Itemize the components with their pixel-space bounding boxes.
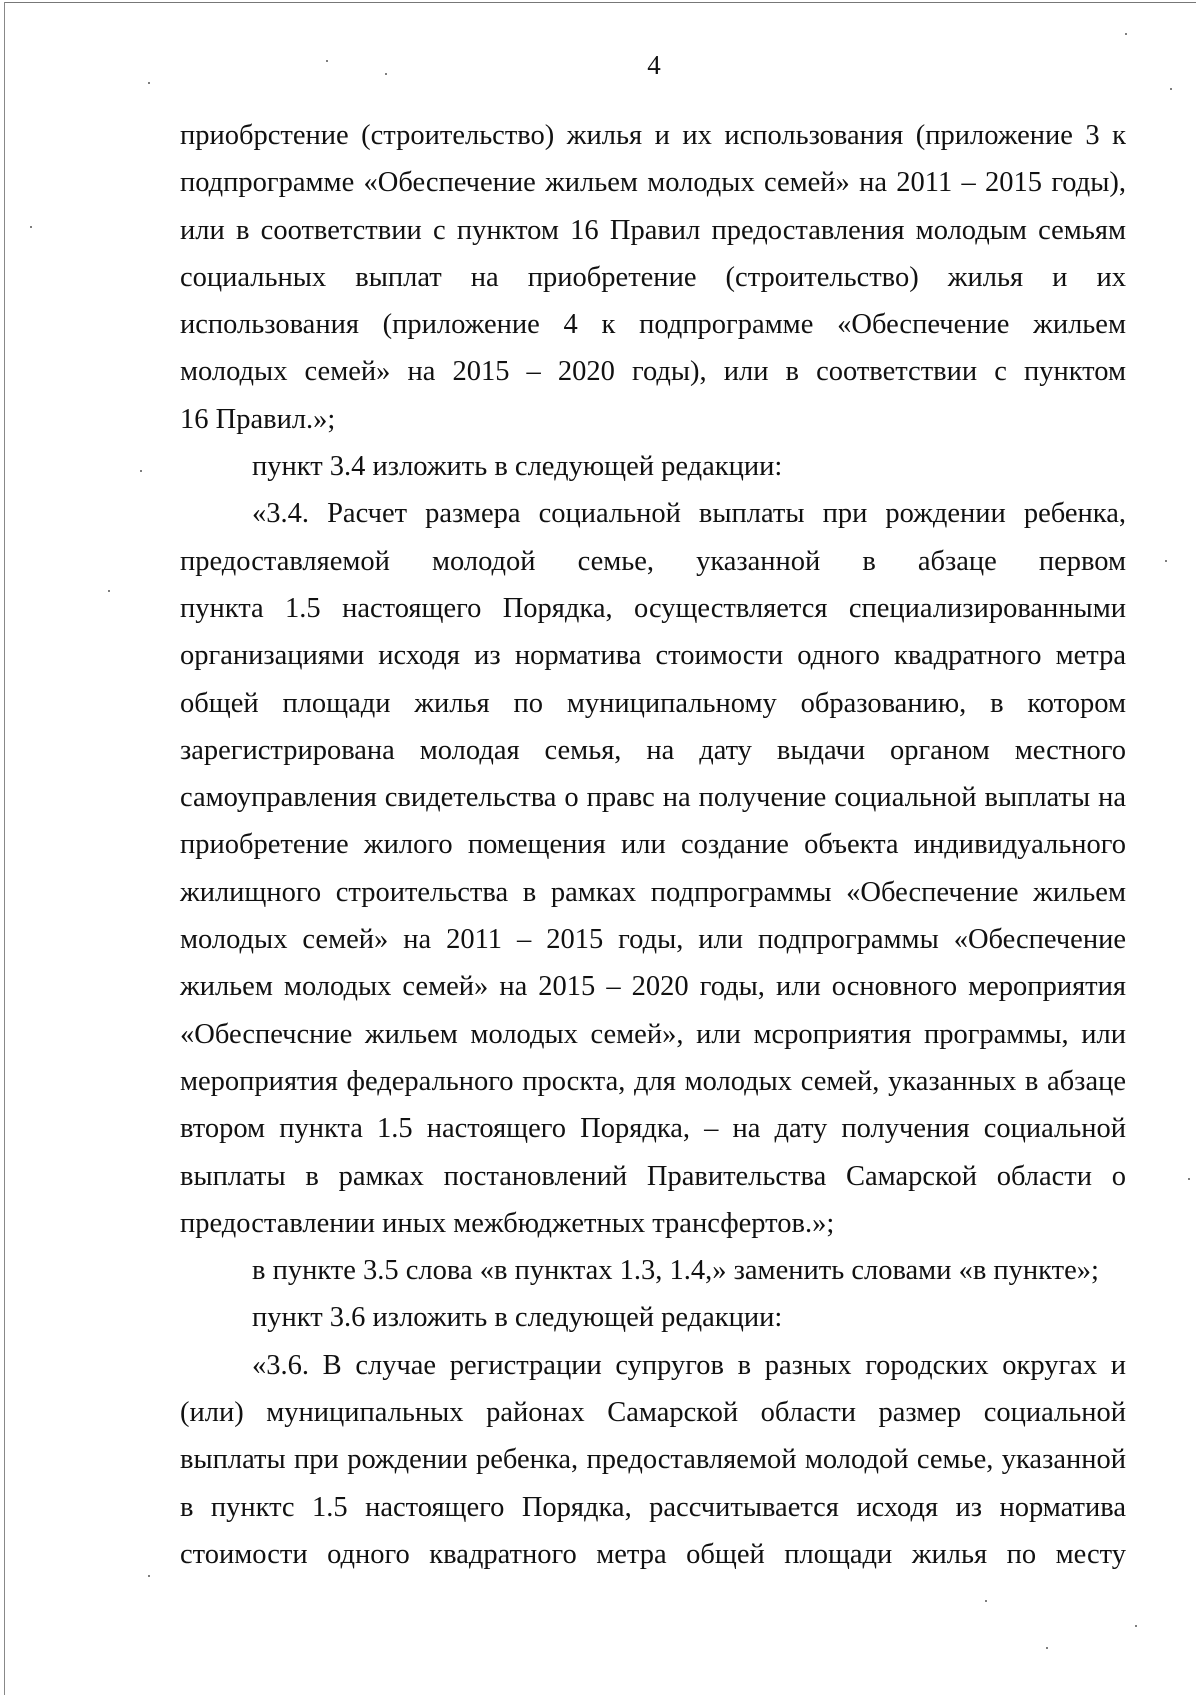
- scan-speck: [108, 590, 110, 592]
- scan-edge-left: [4, 2, 5, 1695]
- text-line: использования (приложение 4 к подпрограмме «Обеспечение жильем: [180, 309, 1126, 341]
- text-line: выплаты при рождении ребенка, предоставляемой молодой семье, указанной: [180, 1444, 1126, 1476]
- scan-speck: [30, 226, 32, 228]
- scan-speck: [1170, 88, 1172, 90]
- text-line: стоимости одного квадратного метра общей площади жилья по месту: [180, 1538, 1126, 1570]
- scan-speck: [326, 60, 328, 62]
- text-line: организациями исходя из норматива стоимости одного квадратного метра: [180, 640, 1126, 672]
- text-line: «3.6. В случае регистрации супругов в разных городских округах и: [252, 1349, 1126, 1381]
- text-line: пункт 3.4 изложить в следующей редакции:: [252, 451, 783, 483]
- text-line: пункта 1.5 настоящего Порядка, осуществляется специализированными: [180, 592, 1126, 624]
- paragraph: [180, 1342, 1126, 1578]
- text-line: втором пункта 1.5 настоящего Порядка, – на дату получения социальной: [180, 1113, 1126, 1145]
- text-line: выплаты в рамках постановлений Правительства Самарской области о: [180, 1160, 1126, 1192]
- text-line: приобрстение (строительство) жилья и их использования (приложение 3 к: [180, 120, 1126, 151]
- text-line: социальных выплат на приобретение (строительство) жилья и их: [180, 261, 1126, 293]
- text-line: или в соответствии с пунктом 16 Правил предоставления молодым семьям: [180, 214, 1126, 246]
- paragraph: [180, 490, 1126, 1247]
- text-line: приобретение жилого помещения или создание объекта индивидуального: [180, 829, 1126, 861]
- scan-speck: [1165, 560, 1167, 562]
- text-line: предоставляемой молодой семье, указанной в абзаце первом: [180, 545, 1126, 577]
- paragraph: [180, 112, 1126, 443]
- paragraph: [180, 1247, 1126, 1294]
- scan-speck: [985, 1600, 987, 1602]
- text-line: в пунктс 1.5 настоящего Порядка, рассчитывается исходя из норматива: [180, 1491, 1126, 1523]
- text-line: жилищного строительства в рамках подпрограммы «Обеспечение жильем: [180, 876, 1126, 908]
- scan-speck: [148, 1575, 150, 1577]
- scan-speck: [140, 470, 142, 472]
- text-line: пункт 3.6 изложить в следующей редакции:: [252, 1302, 783, 1334]
- scan-speck: [1125, 33, 1127, 35]
- text-line: предоставлении иных межбюджетных трансфертов.»;: [180, 1207, 835, 1239]
- text-line: молодых семей» на 2015 – 2020 годы), или в соответствии с пунктом: [180, 356, 1126, 388]
- text-line: жильем молодых семей» на 2015 – 2020 годы, или основного мероприятия: [180, 971, 1126, 1003]
- scan-speck: [1135, 1625, 1137, 1627]
- page-number: 4: [647, 50, 661, 80]
- text-line: в пункте 3.5 слова «в пунктах 1.3, 1.4,» заменить словами «в пункте»;: [252, 1255, 1099, 1287]
- text-line: общей площади жилья по муниципальному образованию, в котором: [180, 687, 1126, 719]
- text-line: мероприятия федерального проскта, для молодых семей, указанных в абзаце: [180, 1065, 1126, 1097]
- scan-speck: [385, 73, 387, 75]
- paragraph: [180, 443, 1126, 490]
- document-body: [180, 112, 1126, 1578]
- paragraph: [180, 1294, 1126, 1341]
- text-line: молодых семей» на 2011 – 2015 годы, или подпрограммы «Обеспечение: [180, 924, 1126, 956]
- scan-speck: [148, 82, 150, 84]
- text-line: «Обеспечсние жильем молодых семей», или мсроприятия программы, или: [180, 1018, 1126, 1050]
- scan-speck: [1046, 1647, 1048, 1649]
- scan-speck: [1188, 1178, 1190, 1180]
- text-line: (или) муниципальных районах Самарской области размер социальной: [180, 1397, 1126, 1429]
- text-line: самоуправления свидетельства о правс на получение социальной выплаты на: [180, 782, 1126, 814]
- text-line: «3.4. Расчет размера социальной выплаты при рождении ребенка,: [252, 498, 1126, 530]
- text-line: 16 Правил.»;: [180, 403, 336, 435]
- scan-edge-top: [4, 2, 1196, 3]
- text-line: зарегистрирована молодая семья, на дату выдачи органом местного: [180, 734, 1126, 766]
- text-line: подпрограмме «Обеспечение жильем молодых семей» на 2011 – 2015 годы),: [180, 167, 1126, 199]
